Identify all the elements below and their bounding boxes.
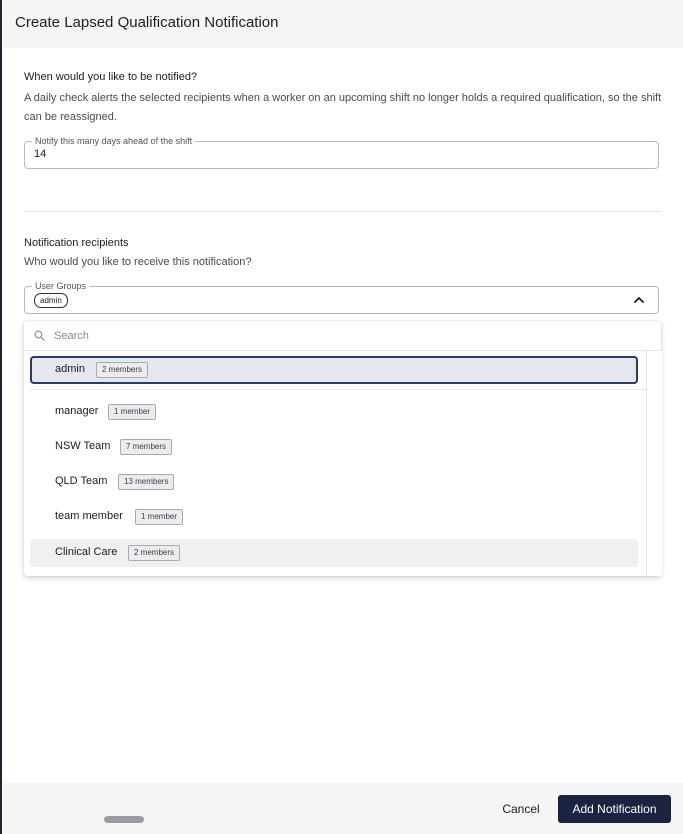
days-ahead-value[interactable]: 14 bbox=[34, 148, 47, 160]
option-label: NSW Team bbox=[55, 440, 111, 452]
dropdown-search-row bbox=[24, 321, 661, 351]
drag-handle[interactable] bbox=[104, 816, 144, 823]
options-scrollbar[interactable] bbox=[646, 351, 662, 576]
cancel-button[interactable]: Cancel bbox=[493, 795, 549, 823]
recipients-description: Who would you like to receive this notification? bbox=[24, 256, 252, 268]
notification-dialog bbox=[2, 0, 683, 834]
add-notification-button[interactable]: Add Notification bbox=[558, 795, 671, 823]
recipients-heading: Notification recipients bbox=[24, 237, 129, 249]
option-nsw-team[interactable] bbox=[30, 433, 638, 461]
member-count-badge: 1 member bbox=[135, 509, 183, 525]
days-ahead-field[interactable] bbox=[24, 136, 659, 169]
option-label: Clinical Care bbox=[55, 546, 118, 558]
options-list bbox=[24, 351, 646, 576]
option-team-member[interactable] bbox=[30, 503, 638, 531]
section-divider bbox=[24, 211, 661, 212]
option-label: manager bbox=[55, 405, 99, 417]
timing-description: A daily check alerts the selected recipients when a worker on an upcoming shift no longer holds a required qualification, so the shift can be reassigned. bbox=[24, 92, 662, 123]
option-label: admin bbox=[55, 363, 85, 375]
member-count-badge: 1 member bbox=[108, 404, 156, 420]
timing-heading: When would you like to be notified? bbox=[24, 71, 198, 83]
chevron-up-icon[interactable] bbox=[633, 295, 645, 305]
member-count-badge: 2 members bbox=[96, 362, 148, 378]
option-label: QLD Team bbox=[55, 475, 108, 487]
dialog-title: Create Lapsed Qualification Notification bbox=[15, 14, 279, 31]
option-manager[interactable] bbox=[30, 398, 638, 426]
option-label: team member bbox=[55, 510, 123, 522]
search-icon bbox=[34, 330, 45, 341]
dialog-footer bbox=[2, 783, 683, 834]
days-ahead-label: Notify this many days ahead of the shift bbox=[32, 135, 195, 147]
user-groups-label: User Groups bbox=[32, 280, 89, 292]
user-groups-select[interactable] bbox=[24, 281, 659, 314]
dialog-body bbox=[2, 48, 683, 783]
user-groups-dropdown bbox=[24, 321, 661, 576]
option-divider bbox=[30, 389, 646, 390]
dropdown-search-input[interactable] bbox=[54, 327, 634, 344]
member-count-badge: 13 members bbox=[118, 474, 174, 490]
option-clinical-care[interactable] bbox=[30, 539, 638, 567]
dialog-header bbox=[2, 0, 683, 48]
member-count-badge: 2 members bbox=[128, 545, 180, 561]
member-count-badge: 7 members bbox=[120, 439, 172, 455]
selected-group-chip[interactable]: admin bbox=[34, 293, 68, 308]
option-qld-team[interactable] bbox=[30, 468, 638, 496]
option-admin[interactable] bbox=[30, 356, 638, 384]
